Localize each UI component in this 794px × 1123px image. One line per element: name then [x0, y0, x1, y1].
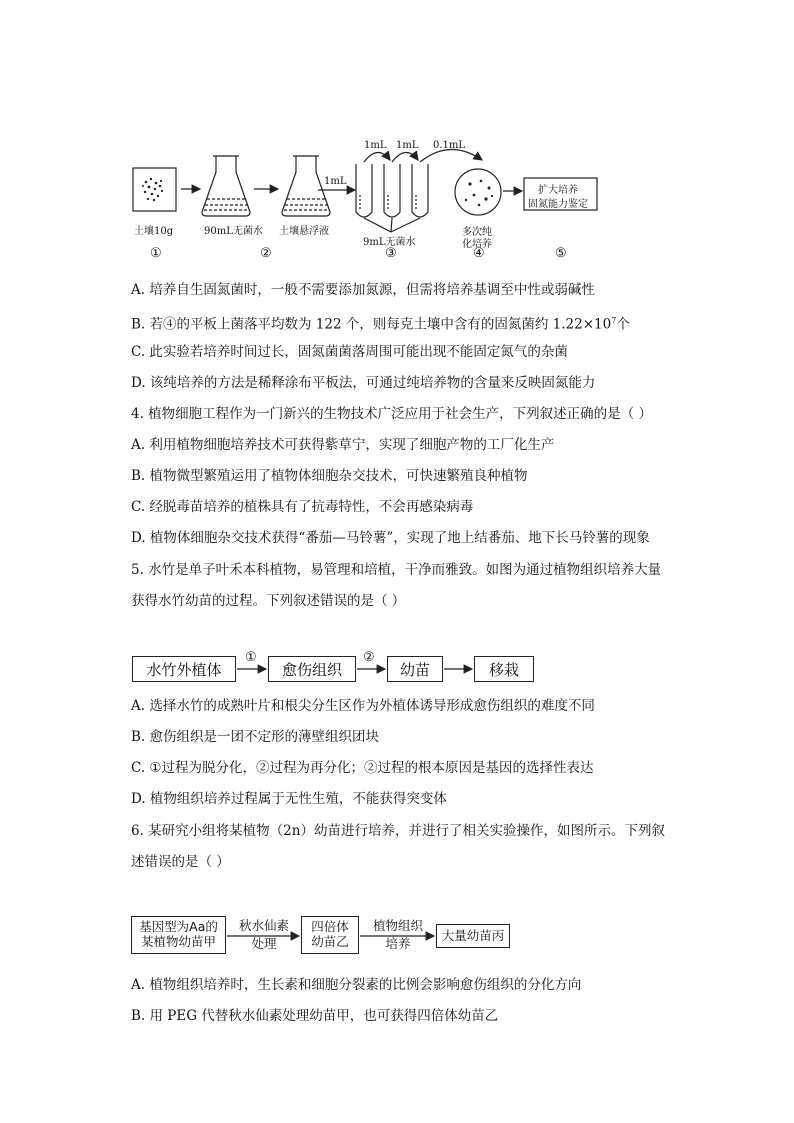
- test-tubes-icon: [356, 149, 482, 232]
- plate-label-1: 多次纯: [462, 227, 492, 238]
- result-box-line-2: 固氮能力鉴定: [528, 199, 588, 210]
- q3-option-b-text: B. 若④的平板上菌落平均数为 122 个，则每克土壤中含有的固氮菌约 1.22×10: [131, 316, 612, 333]
- q5-stem-line-2: 获得水竹幼苗的过程。下列叙述错误的是（ ）: [131, 593, 406, 609]
- flow-box-many-seedlings: 大量幼苗丙: [436, 924, 510, 948]
- box2-line-1: 四倍体: [311, 919, 349, 934]
- q4-option-c: C. 经脱毒苗培养的植株具有了抗毒特性，不会再感染病毒: [131, 499, 474, 515]
- step-number-4: ④: [473, 246, 485, 261]
- step-number-5: ⑤: [555, 246, 567, 261]
- arrow1-line-1: 秋水仙素: [238, 918, 289, 933]
- flask-sterile-water-icon: [202, 156, 250, 216]
- q3-option-c: C. 此实验若培养时间过长，固氮菌菌落周围可能出现不能固定氮气的杂菌: [131, 344, 568, 360]
- q5-stem-line-1: 5. 水竹是单子叶禾本科植物，易管理和培植，干净而雅致。如图为通过植物组织培养大量: [131, 562, 662, 578]
- flask1-label: 90mL无菌水: [204, 226, 263, 237]
- q6-option-a: A. 植物组织培养时，生长素和细胞分裂素的比例会影响愈伤组织的分化方向: [131, 977, 582, 993]
- q6-stem-line-2: 述错误的是（ ）: [131, 854, 230, 870]
- box2-line-2: 幼苗乙: [311, 934, 349, 949]
- q5-option-c: C. ①过程为脱分化，②过程为再分化；②过程的根本原因是基因的选择性表达: [131, 760, 594, 776]
- step-number-3: ③: [385, 246, 397, 261]
- tubes-label: 9mL无菌水: [363, 237, 416, 248]
- arrow1-line-2: 处理: [251, 936, 277, 951]
- flask-soil-suspension-icon: [282, 156, 330, 216]
- arrow2-line-2: 培养: [385, 936, 411, 951]
- q4-option-b: B. 植物微型繁殖运用了植物体细胞杂交技术，可快速繁殖良种植物: [131, 468, 528, 484]
- flow-step-2: ②: [363, 650, 375, 665]
- flask2-label: 土壤悬浮液: [279, 226, 329, 237]
- q3-option-d: D. 该纯培养的方法是稀释涂布平板法，可通过纯培养物的含量来反映固氮能力: [131, 375, 596, 391]
- result-box-line-1: 扩大培养: [538, 185, 578, 196]
- tube-transfer-b-label: 1mL: [396, 140, 419, 151]
- q3-option-a: A. 培养自生固氮菌时，一般不需要添加氮源，但需将培养基调至中性或弱碱性: [131, 282, 595, 298]
- arrow2-line-1: 植物组织: [372, 918, 423, 933]
- step-number-2: ②: [260, 246, 272, 261]
- soil-label: 土壤10g: [134, 226, 174, 237]
- tube-transfer-a-label: 1mL: [364, 140, 387, 151]
- plate-label-2: 化培养: [462, 239, 492, 250]
- q3-option-b-exponent: 7: [611, 316, 617, 325]
- soil-particles-icon: [142, 178, 163, 201]
- q3-option-b-unit: 个: [616, 316, 630, 333]
- flow-box-transplant: 移栽: [474, 656, 534, 682]
- flow-step-1: ①: [245, 650, 257, 665]
- flow-box-explant: 水竹外植体: [132, 656, 236, 682]
- q5-option-d: D. 植物组织培养过程属于无性生殖，不能获得突变体: [131, 791, 447, 807]
- q4-option-d: D. 植物体细胞杂交技术获得“番茄—马铃薯”，实现了地上结番茄、地下长马铃薯的现象: [131, 530, 650, 546]
- q5-option-a: A. 选择水竹的成熟叶片和根尖分生区作为外植体诱导形成愈伤组织的难度不同: [131, 698, 595, 714]
- q6-option-b: B. 用 PEG 代替秋水仙素处理幼苗甲，也可获得四倍体幼苗乙: [131, 1008, 499, 1024]
- q4-option-a: A. 利用植物细胞培养技术可获得紫草宁，实现了细胞产物的工厂化生产: [131, 437, 555, 453]
- transfer-label: 1mL: [324, 176, 347, 187]
- petri-plate-icon: [455, 169, 501, 215]
- q6-stem-line-1: 6. 某研究小组将某植物（2n）幼苗进行培养，并进行了相关实验操作，如图所示。下列叙: [131, 823, 665, 839]
- flow-box-callus: 愈伤组织: [268, 656, 356, 682]
- step-number-1: ①: [150, 246, 162, 261]
- plate-transfer-label: 0.1mL: [433, 140, 466, 151]
- q5-option-b: B. 愈伤组织是一团不定形的薄壁组织团块: [131, 729, 380, 745]
- q6-flow-arrows: [0, 916, 794, 956]
- box1-line-2: 某植物幼苗甲: [140, 934, 216, 949]
- q4-stem: 4. 植物细胞工程作为一门新兴的生物技术广泛应用于社会生产，下列叙述正确的是（ ）: [131, 406, 652, 422]
- box1-line-1: 基因型为Aa的: [139, 919, 218, 934]
- q3-option-b: [131, 311, 630, 335]
- dilution-diagram: [0, 0, 794, 270]
- flow-box-seedling: 幼苗: [387, 656, 443, 682]
- flow-arrows: [0, 656, 794, 686]
